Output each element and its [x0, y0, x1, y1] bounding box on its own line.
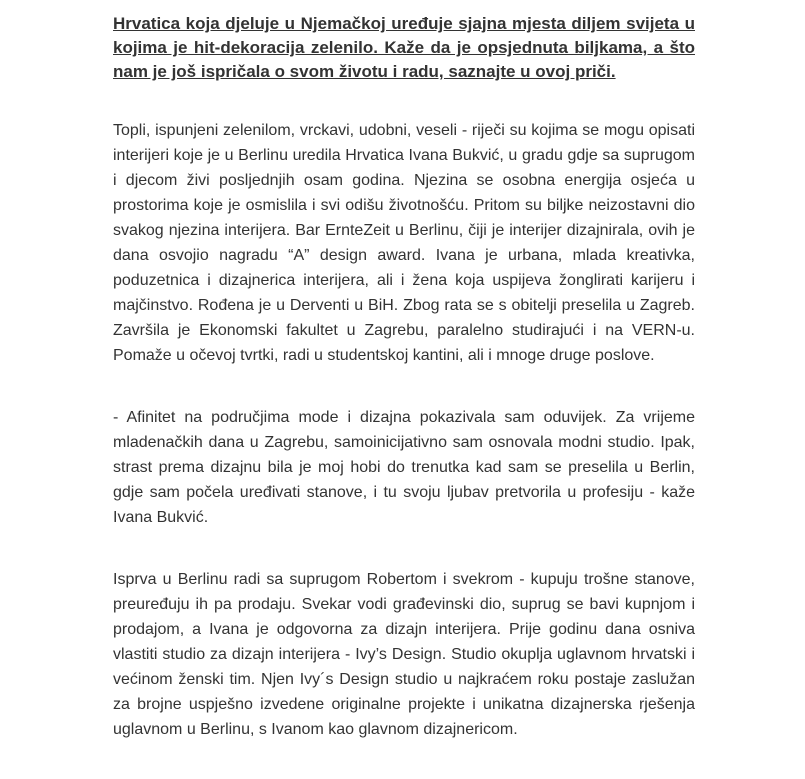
article-lead: Hrvatica koja djeluje u Njemačkoj uređuje sjajna mjesta diljem svijeta u kojima je hit-dekoracija zelenilo. Kaže da je opsjednuta biljkama, a što nam je još ispričala o svom životu i radu, saznajte u ovoj priči.: [113, 14, 695, 81]
article-paragraph-3: Isprva u Berlinu radi sa suprugom Robertom i svekrom - kupuju trošne stanove, preuređuju ih pa prodaju. Svekar vodi građevinski dio, suprug se bavi kupnjom i prodajom, a Ivana je odgovorna za dizajn interijera. Prije godinu dana osniva vlastiti studio za dizajn interijera - Ivy’s Design. Studio okuplja uglavnom hrvatski i većinom ženski tim. Njen Ivy´s Design studio u najkraćem roku postaje zaslužan za brojne uspješno izvedene originalne projekte i unikatna dizajnerska rješenja uglavnom u Berlinu, s Ivanom kao glavnom dizajnericom.: [113, 571, 695, 738]
article-paragraph-1: Topli, ispunjeni zelenilom, vrckavi, udobni, veseli - riječi su kojima se mogu opisati interijeri koje je u Berlinu uredila Hrvatica Ivana Bukvić, u gradu gdje sa suprugom i djecom živi posljednjih osam godina. Njezina se osobna energija osjeća u prostorima koje je osmislila i svi odišu životnošću. Pritom su biljke neizostavni dio svakog njezina interijera. Bar ErnteZeit u Berlinu, čiji je interijer dizajnirala, ovih je dana osvojio nagradu “A” design award. Ivana je urbana, mlada kreativka, poduzetnica i dizajnerica interijera, ali i žena koja uspijeva žonglirati karijeru i majčinstvo. Rođena je u Derventi u BiH. Zbog rata se s obitelji preselila u Zagreb. Završila je Ekonomski fakultet u Zagrebu, paralelno studirajući i na VERN-u. Pomaže u očevoj tvrtki, radi u studentskoj kantini, ali i mnoge druge poslove.: [113, 122, 695, 364]
article-body: [113, 12, 695, 779]
article-paragraph-2: - Afinitet na područjima mode i dizajna pokazivala sam oduvijek. Za vrijeme mladenačkih dana u Zagrebu, samoinicijativno sam osnovala modni studio. Ipak, strast prema dizajnu bila je moj hobi do trenutka kad sam se preselila u Berlin, gdje sam počela uređivati stanove, i tu svoju ljubav pretvorila u profesiju - kaže Ivana Bukvić.: [113, 409, 695, 526]
